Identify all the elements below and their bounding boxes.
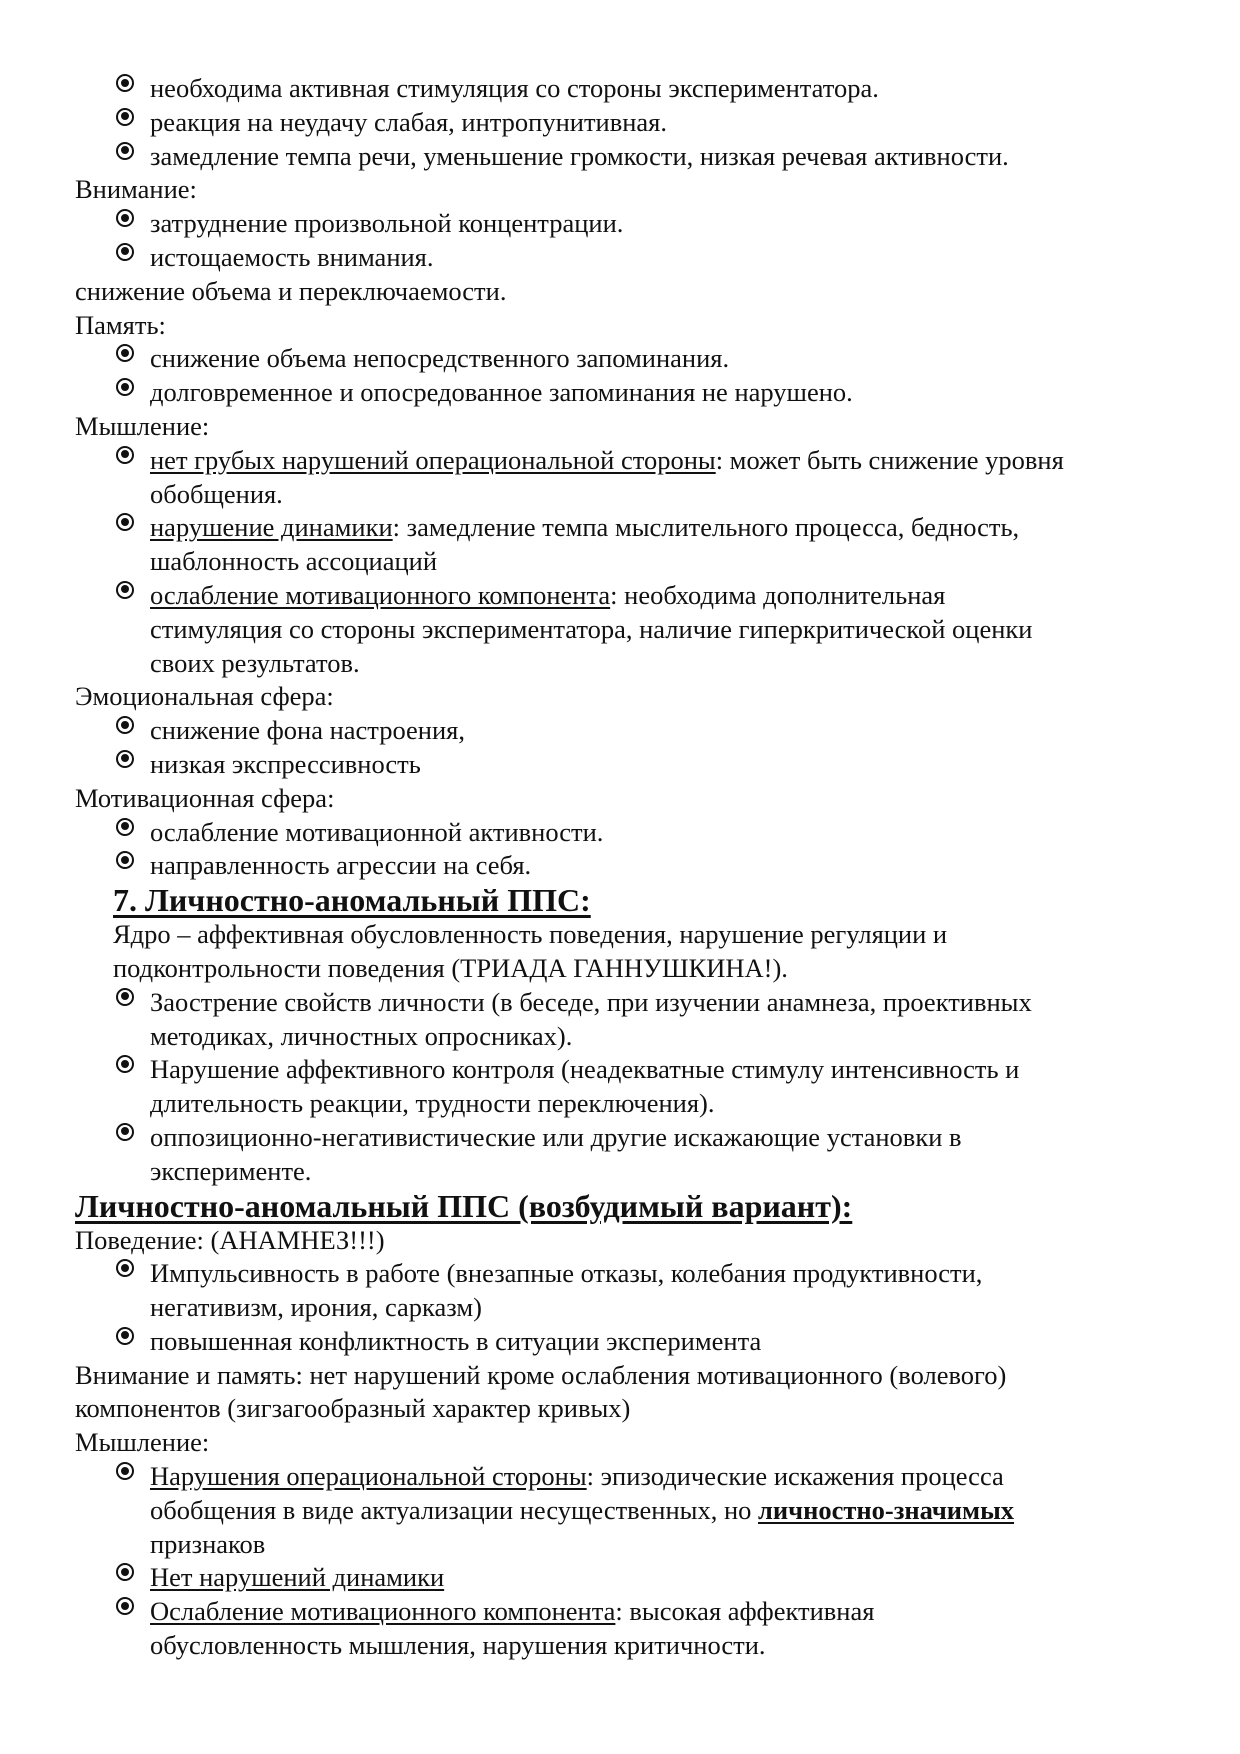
list-item-text: снижение фона настроения, [150, 715, 465, 746]
list-item-continuation: шаблонность ассоциаций [150, 546, 437, 577]
bullet-icon [116, 1327, 134, 1345]
list-item [75, 1257, 1185, 1291]
list-item-text: оппозиционно-негативистические или другие искажающие установки в [150, 1121, 962, 1152]
bullet-icon [116, 513, 134, 531]
list-item-text: : может быть снижение уровня [715, 444, 1064, 475]
list-item-text: Импульсивность в работе (внезапные отказы, колебания продуктивности, [150, 1258, 983, 1289]
list-item [75, 106, 1185, 140]
section-7-heading: 7. Личностно-аномальный ППС: [113, 882, 591, 919]
bullet-icon [116, 1462, 134, 1480]
list-item-term: Нет нарушений динамики [150, 1562, 445, 1593]
bullet-icon [116, 108, 134, 126]
bullet-icon [116, 716, 134, 734]
list-item [75, 1053, 1185, 1087]
list-item-term: нарушение динамики [150, 512, 393, 543]
list-item [75, 1121, 1185, 1155]
emphasis-text: личностно-значимых [758, 1494, 1015, 1525]
list-item [75, 714, 1185, 748]
bullet-icon [116, 1123, 134, 1141]
list-item-text: необходима активная стимуляция со стороны экспериментатора. [150, 73, 879, 103]
list-item-continuation: методиках, личностных опросниках). [150, 1020, 573, 1051]
list-item-term: Нарушения операциональной стороны [150, 1461, 587, 1492]
bullet-icon [116, 209, 134, 227]
list-item [75, 1595, 1185, 1629]
thinking-label: Мышление: [75, 410, 210, 441]
memory-label: Память: [75, 309, 166, 340]
list-item-text: низкая экспрессивность [150, 748, 421, 779]
list-item-text: направленность агрессии на себя. [150, 850, 532, 881]
list-item-term: ослабление мотивационного компонента [150, 579, 611, 610]
bullet-icon [116, 1055, 134, 1073]
attention-label: Внимание: [75, 174, 197, 205]
list-item-text: реакция на неудачу слабая, интропунитивная. [150, 106, 667, 137]
bullet-icon [116, 851, 134, 869]
list-item-text: повышенная конфликтность в ситуации эксперимента [150, 1325, 762, 1356]
list-item-text: : высокая аффективная [615, 1596, 875, 1627]
list-item-text: Нарушение аффективного контроля (неадекватные стимулу интенсивность и [150, 1054, 1020, 1085]
list-item-text: : необходима дополнительная [610, 579, 946, 610]
list-item-continuation: обусловленность мышления, нарушения критичности. [150, 1630, 766, 1661]
list-item [75, 207, 1185, 241]
list-item [75, 72, 1185, 106]
list-item-continuation: обобщения. [150, 478, 283, 509]
list-item [75, 748, 1185, 782]
bullet-icon [116, 988, 134, 1006]
bullet-icon [116, 446, 134, 464]
bullet-icon [116, 1563, 134, 1581]
bullet-icon [116, 243, 134, 261]
bullet-icon [116, 1259, 134, 1277]
list-item [75, 849, 1185, 883]
list-item-text: затруднение произвольной концентрации. [150, 208, 624, 239]
list-item-text: ослабление мотивационной активности. [150, 816, 604, 847]
list-item-text: : эпизодические искажения процесса [586, 1461, 1004, 1492]
attention-memory-text: компонентов (зигзагообразный характер кривых) [75, 1393, 631, 1424]
bullet-icon [116, 818, 134, 836]
list-item-continuation: длительность реакции, трудности переключения). [150, 1088, 715, 1119]
section-7-core: Ядро – аффективная обусловленность поведения, нарушение регуляции и [113, 919, 948, 950]
section-7-core: подконтрольности поведения (ТРИАДА ГАННУШКИНА!). [113, 952, 788, 983]
list-item-text: снижение объема непосредственного запоминания. [150, 343, 730, 374]
attention-note: снижение объема и переключаемости. [75, 275, 507, 306]
bullet-icon [116, 1597, 134, 1615]
list-item-text: : замедление темпа мыслительного процесса, бедность, [392, 512, 1020, 543]
emotional-label: Эмоциональная сфера: [75, 681, 334, 712]
list-item-term: Ослабление мотивационного компонента [150, 1596, 616, 1627]
list-item [75, 376, 1185, 410]
page-content [75, 72, 1185, 1663]
bullet-icon [116, 378, 134, 396]
list-item-continuation [75, 1494, 1185, 1528]
list-item-term: нет грубых нарушений операциональной стороны [150, 444, 716, 475]
list-item-continuation: стимуляция со стороны экспериментатора, наличие гиперкритической оценки [150, 613, 1033, 644]
list-item-continuation: своих результатов. [150, 647, 360, 678]
bullet-icon [116, 142, 134, 160]
bullet-icon [116, 750, 134, 768]
list-item [75, 579, 1185, 613]
list-item [75, 140, 1185, 174]
list-item-continuation: негативизм, ирония, сарказм) [150, 1292, 482, 1323]
list-item-text: обобщения в виде актуализации несущественных, но [150, 1494, 759, 1525]
list-item-continuation: признаков [150, 1528, 266, 1559]
attention-memory-text: Внимание и память: нет нарушений кроме ослабления мотивационного (волевого) [75, 1359, 1007, 1390]
list-item [75, 816, 1185, 850]
list-item-text: долговременное и опосредованное запоминания не нарушено. [150, 377, 853, 408]
motivational-label: Мотивационная сфера: [75, 782, 335, 813]
bullet-icon [116, 581, 134, 599]
list-item [75, 444, 1185, 478]
thinking-label: Мышление: [75, 1427, 210, 1458]
list-item [75, 986, 1185, 1020]
list-item [75, 241, 1185, 275]
list-item [75, 1460, 1185, 1494]
behavior-label: Поведение: (АНАМНЕЗ!!!) [75, 1224, 385, 1255]
list-item [75, 511, 1185, 545]
bullet-icon [116, 344, 134, 362]
list-item-continuation: эксперименте. [150, 1155, 312, 1186]
bullet-icon [116, 74, 134, 92]
list-item [75, 1325, 1185, 1359]
list-item [75, 342, 1185, 376]
excitable-heading: Личностно-аномальный ППС (возбудимый вариант): [75, 1187, 853, 1224]
list-item [75, 1561, 1185, 1595]
list-item-text: Заострение свойств личности (в беседе, при изучении анамнеза, проективных [150, 986, 1032, 1017]
list-item-text: истощаемость внимания. [150, 241, 434, 272]
list-item-text: замедление темпа речи, уменьшение громкости, низкая речевая активности. [150, 140, 1009, 171]
